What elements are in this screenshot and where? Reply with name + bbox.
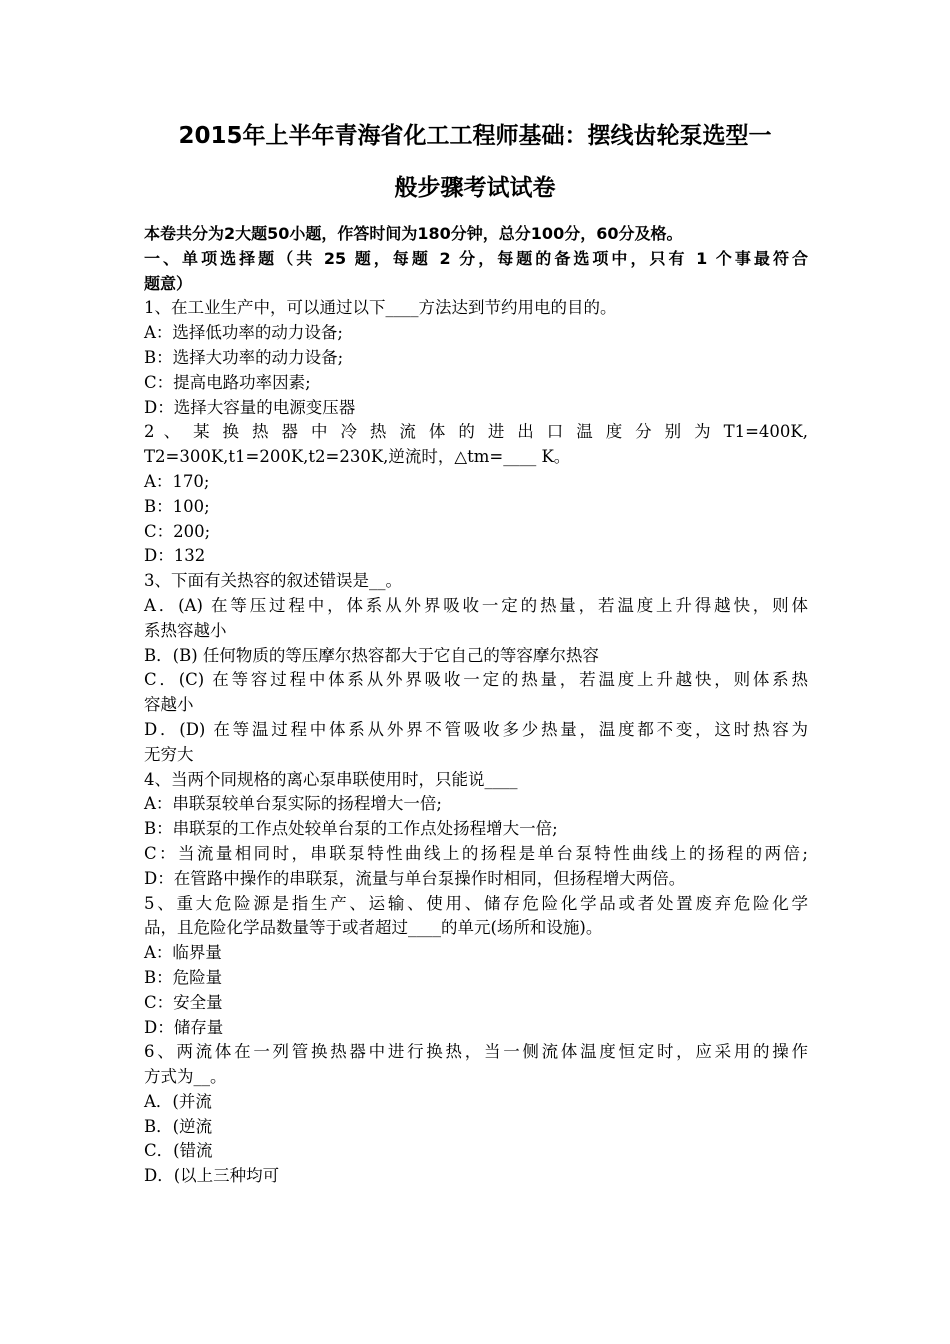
option-a: A：串联泵较单台泵实际的扬程增大一倍; [144,794,442,814]
question-stem-line-1: 6、两流体在一列管换热器中进行换热，当一侧流体温度恒定时，应采用的操作 [144,1042,808,1062]
option-b: B：100; [144,496,210,516]
section-heading-line-1: 一、单项选择题（共 25 题，每题 2 分，每题的备选项中，只有 1 个事最符合 [144,248,808,268]
question-6 [144,1040,808,1189]
option-b: B．(B) 任何物质的等压摩尔热容都大于它自己的等容摩尔热容 [144,645,599,665]
option-a-line-2: 系热容越小 [144,620,227,640]
question-stem-line-1: 2 、 某 换 热 器 中 冷 热 流 体 的 进 出 口 温 度 分 别 为 T1=400K, [144,422,808,442]
question-stem-line-2: 方式为__。 [144,1067,227,1087]
option-d-line-1: D．(D) 在等温过程中体系从外界不管吸收多少热量，温度都不变，这时热容为 [144,719,808,739]
question-stem-line-2: 品，且危险化学品数量等于或者超过____的单元(场所和设施)。 [144,918,603,938]
option-d: D：选择大容量的电源变压器 [144,397,356,417]
question-stem: 1、在工业生产中，可以通过以下____方法达到节约用电的目的。 [144,298,617,318]
option-a: A．(并流 [144,1091,212,1111]
option-a: A：临界量 [144,943,222,963]
question-stem: 4、当两个同规格的离心泵串联使用时，只能说____ [144,769,518,789]
option-c: C．(错流 [144,1141,213,1161]
document-title-line-2: 般步骤考试试卷 [394,175,556,201]
document-title-line-1: 2015年上半年青海省化工工程师基础：摆线齿轮泵选型一 [178,123,772,149]
option-c: C：200; [144,521,211,541]
section-heading-line-2: 题意） [144,273,193,293]
question-stem: 3、下面有关热容的叙述错误是__。 [144,571,402,591]
option-b: B：危险量 [144,967,223,987]
option-b: B：串联泵的工作点处较单台泵的工作点处扬程增大一倍; [144,819,558,839]
exam-intro: 本卷共分为2大题50小题，作答时间为180分钟，总分100分，60分及格。 [144,224,683,243]
option-d: D：储存量 [144,1017,224,1037]
option-c: C：提高电路功率因素; [144,372,311,392]
question-1 [144,296,808,420]
option-d: D：132 [144,546,206,566]
option-c-line-1: C．(C) 在等容过程中体系从外界吸收一定的热量，若温度上升越快，则体系热 [144,670,808,690]
option-b: B：选择大功率的动力设备; [144,347,344,367]
question-2 [144,420,808,569]
document-body [144,222,808,1189]
option-a: A：选择低功率的动力设备; [144,323,343,343]
option-a-line-1: A．(A) 在等压过程中，体系从外界吸收一定的热量，若温度上升得越快，则体 [144,595,808,615]
option-a: A：170; [144,471,210,491]
option-d-line-2: 无穷大 [144,744,194,764]
question-5 [144,892,808,1041]
question-stem-line-1: 5、重大危险源是指生产、运输、使用、储存危险化学品或者处置废弃危险化学 [144,893,808,913]
option-d: D．(以上三种均可 [144,1166,280,1186]
option-c: C：当流量相同时，串联泵特性曲线上的扬程是单台泵特性曲线上的扬程的两倍; [144,843,808,863]
question-4 [144,768,808,892]
option-c-line-2: 容越小 [144,695,194,715]
option-c: C：安全量 [144,992,223,1012]
question-3 [144,569,808,767]
option-b: B．(逆流 [144,1116,213,1136]
option-d: D：在管路中操作的串联泵，流量与单台泵操作时相同，但扬程增大两倍。 [144,868,686,888]
question-stem-line-2: T2=300K,t1=200K,t2=230K,逆流时，△tm=____ K。 [144,447,571,467]
